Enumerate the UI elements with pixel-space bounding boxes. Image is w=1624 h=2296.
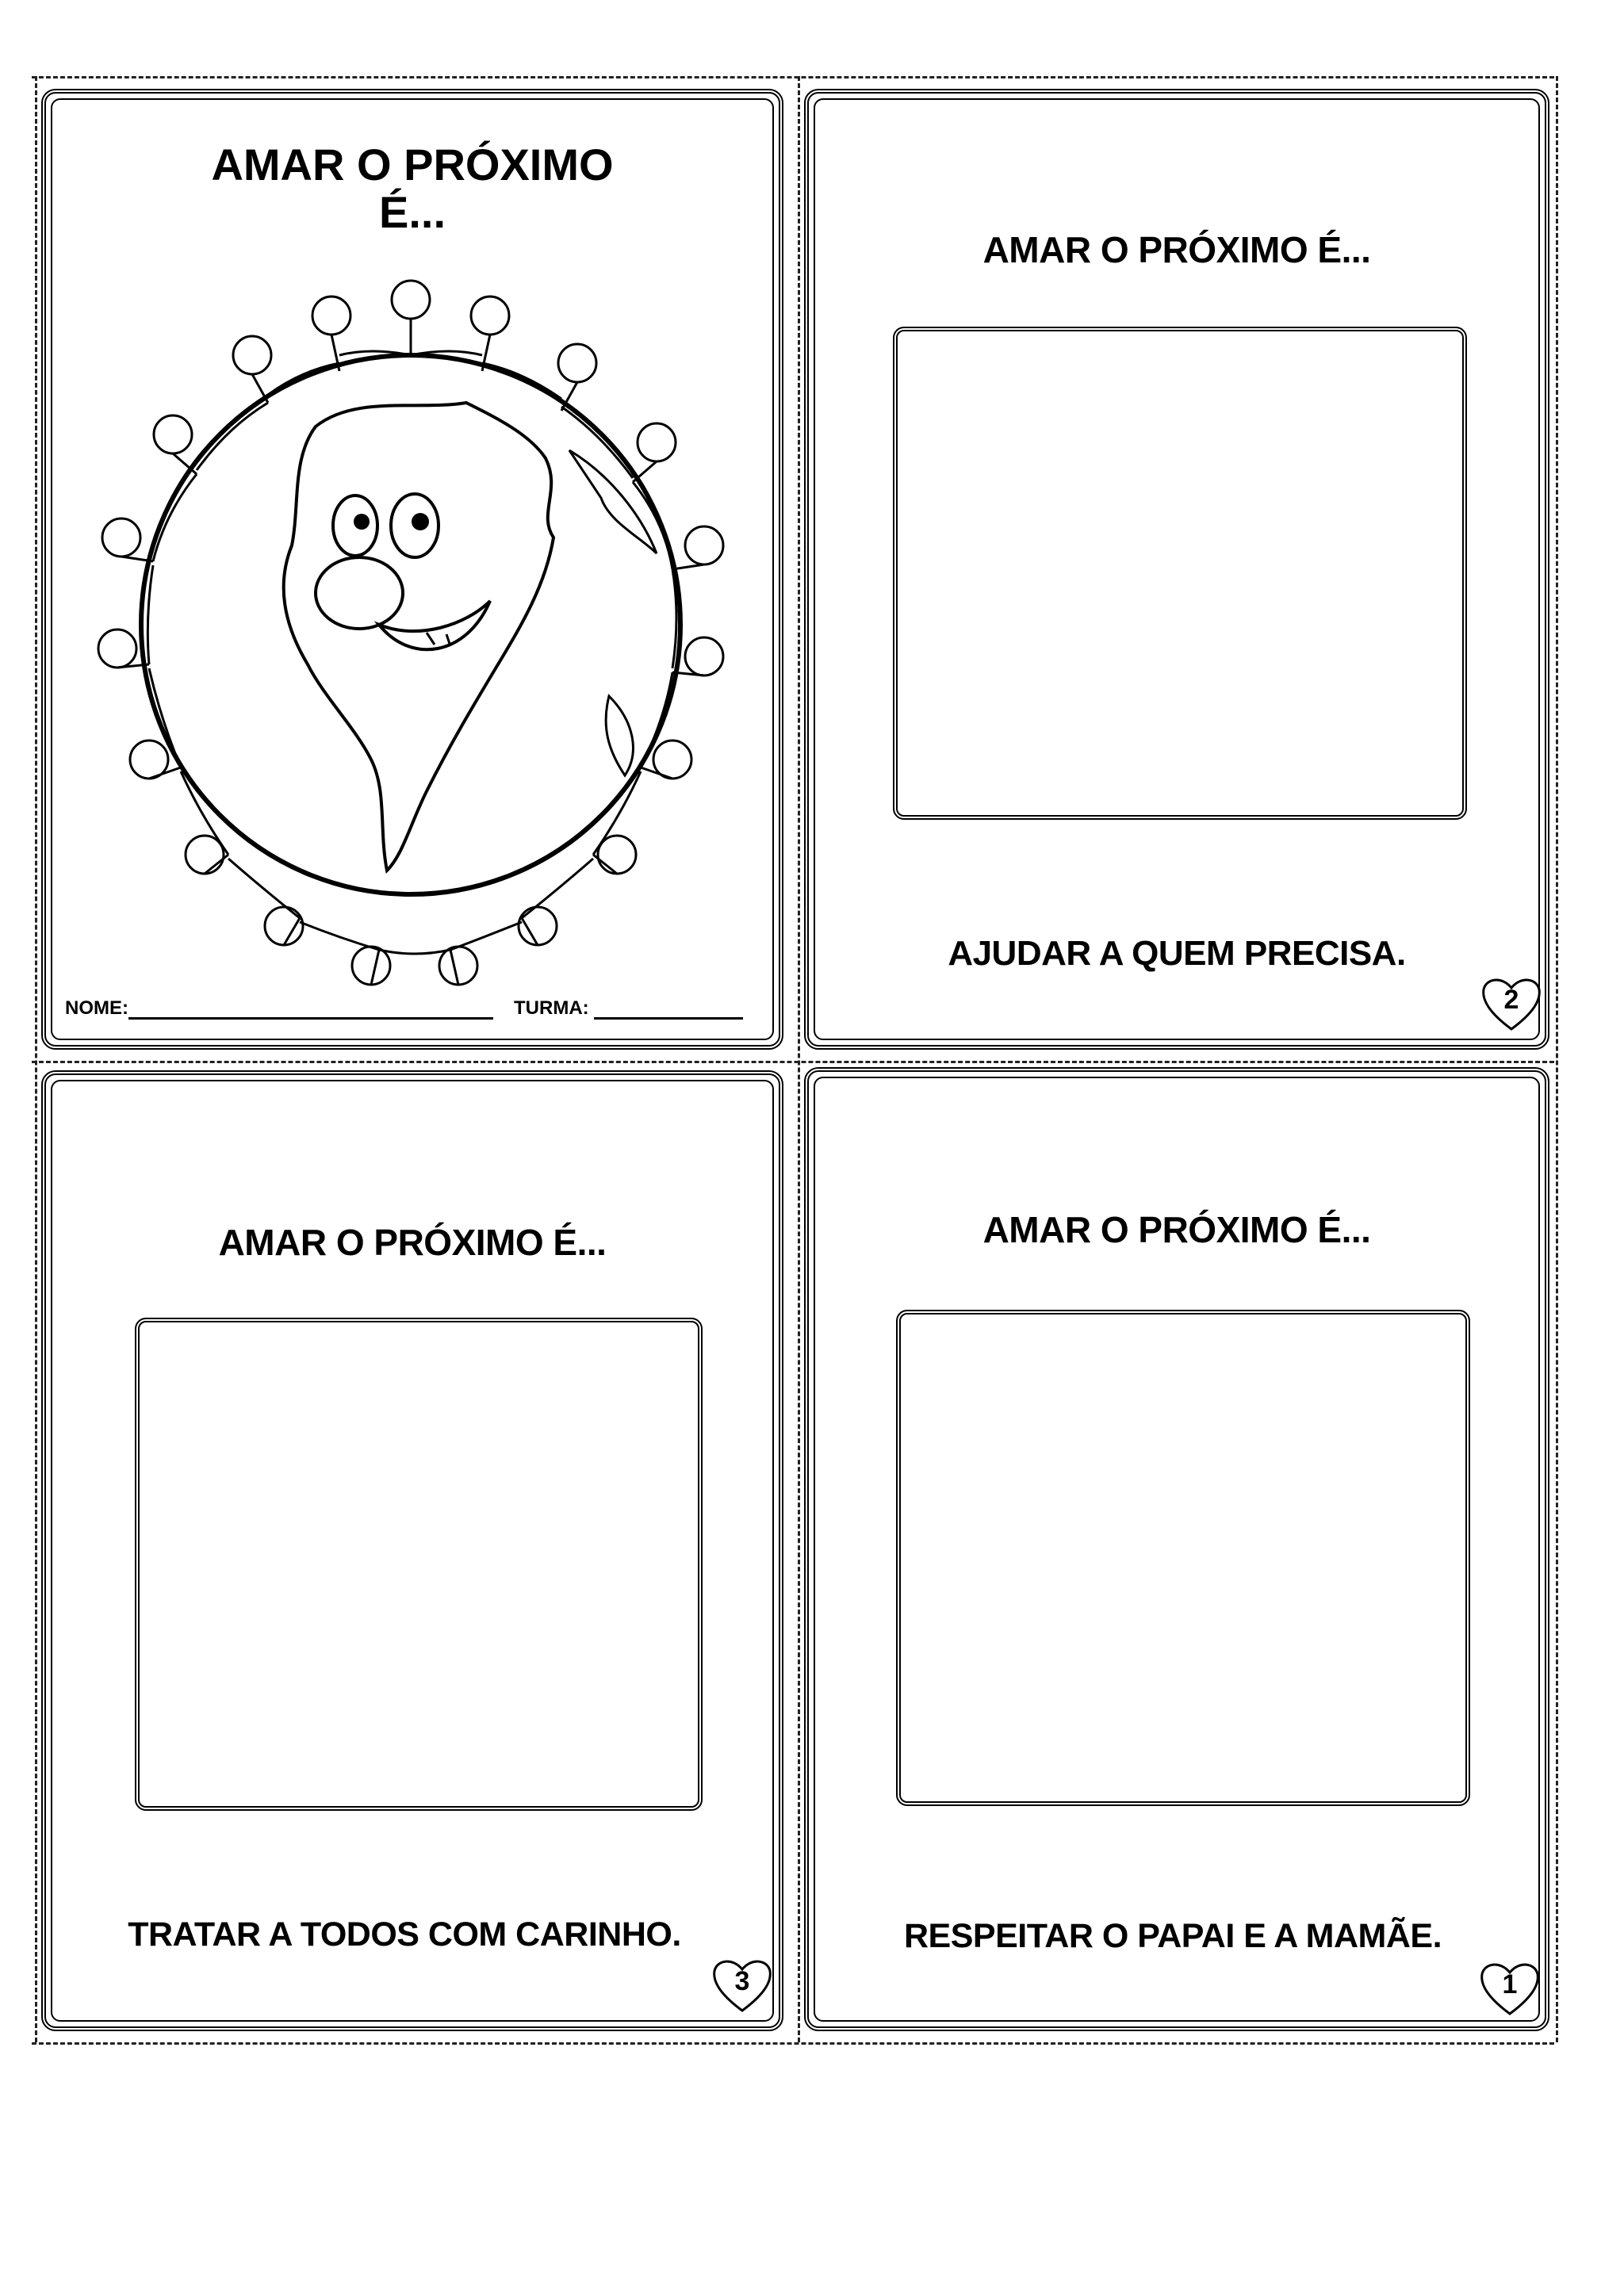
name-label: NOME: xyxy=(65,997,128,1019)
name-field xyxy=(65,997,493,1020)
name-blank xyxy=(128,998,493,1020)
cut-line-bottom xyxy=(32,2042,1554,2045)
drawing-frame xyxy=(135,1318,703,1811)
heart-icon xyxy=(1478,1958,1542,2017)
page-card-3 xyxy=(41,1070,783,2031)
drawing-frame xyxy=(896,1310,1470,1806)
page-number: 1 xyxy=(1502,1969,1518,1999)
heart-icon xyxy=(710,1955,774,2014)
class-field xyxy=(514,997,743,1020)
page-heading: AMAR O PRÓXIMO É... xyxy=(982,1209,1371,1250)
cut-line-center xyxy=(798,76,800,2042)
cut-line-top xyxy=(32,76,1554,78)
page-card-1 xyxy=(804,1067,1549,2031)
heart-icon xyxy=(1480,974,1543,1032)
page-card-2 xyxy=(804,89,1549,1050)
page-heading: AMAR O PRÓXIMO É... xyxy=(218,1222,607,1263)
page-caption: TRATAR A TODOS COM CARINHO. xyxy=(128,1915,681,1954)
page-heading: AMAR O PRÓXIMO É... xyxy=(982,229,1371,270)
page-caption: RESPEITAR O PAPAI E A MAMÃE. xyxy=(903,1917,1442,1955)
page-number: 3 xyxy=(734,1966,750,1996)
cover-title-line2: É... xyxy=(378,187,446,237)
cut-line-right xyxy=(1556,76,1558,2042)
children-globe-illustration xyxy=(54,252,768,1045)
cover-card xyxy=(41,89,783,1050)
class-label: TURMA: xyxy=(514,997,589,1019)
cover-title-line1: AMAR O PRÓXIMO xyxy=(211,140,614,189)
class-blank xyxy=(594,998,743,1020)
cover-title xyxy=(46,141,779,236)
cut-line-left xyxy=(35,76,37,2042)
cut-line-middle xyxy=(32,1061,1554,1063)
page-caption: AJUDAR A QUEM PRECISA. xyxy=(948,934,1406,973)
page-number: 2 xyxy=(1503,985,1519,1015)
drawing-frame xyxy=(893,327,1467,820)
